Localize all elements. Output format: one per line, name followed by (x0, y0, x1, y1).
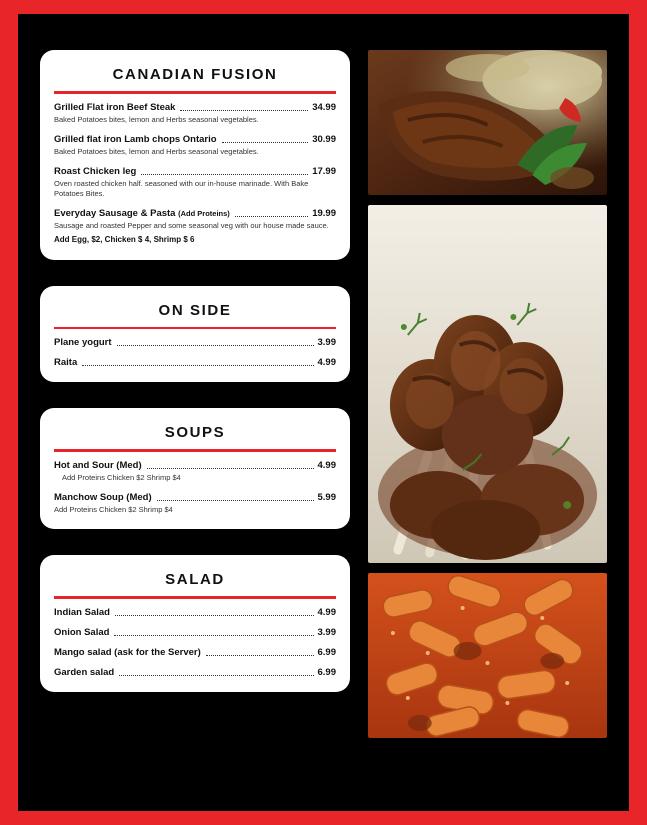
menu-item (54, 337, 336, 348)
section-title: SALAD (165, 571, 225, 589)
menu-item-name: Garden salad (54, 666, 115, 678)
menu-item (54, 607, 336, 618)
leader-dots (82, 365, 313, 366)
menu-item-name (54, 208, 230, 219)
menu-item-name: Roast Chicken leg (54, 165, 137, 177)
photos-column (368, 50, 607, 783)
grilled-beef-steak-photo (368, 50, 607, 195)
menu-item (54, 460, 336, 483)
menu-item-name: Mango salad (ask for the Server) (54, 646, 201, 658)
menu-item (54, 627, 336, 638)
menu-item-name-text: Everyday Sausage & Pasta (54, 208, 176, 219)
leader-dots (119, 675, 313, 676)
section-title: ON SIDE (158, 301, 232, 319)
menu-item-price: 17.99 (312, 165, 336, 177)
menu-sections-column (40, 50, 350, 783)
menu-item-name: Grilled Flat iron Beef Steak (54, 101, 176, 113)
leader-dots (235, 216, 308, 217)
menu-item-name: Manchow Soup (Med) (54, 492, 152, 504)
leader-dots (114, 635, 313, 636)
leader-dots (206, 655, 314, 656)
menu-page (18, 14, 629, 811)
menu-item (54, 102, 336, 125)
menu-item (54, 492, 336, 515)
menu-item-description: Oven roasted chicken half. seasoned with our in-house marinade. With Bake Potatoes Bites. (54, 178, 309, 198)
menu-item-description: Baked Potatoes bites, lemon and Herbs seasonal vegetables. (54, 114, 259, 124)
menu-item (54, 647, 336, 658)
leader-dots (157, 500, 314, 501)
menu-item-price: 6.99 (317, 646, 336, 658)
menu-item-price: 6.99 (317, 666, 336, 678)
leader-dots (180, 110, 308, 111)
menu-item (54, 166, 336, 199)
menu-item-price: 4.99 (317, 606, 336, 618)
leader-dots (141, 174, 308, 175)
menu-item-name: Grilled flat iron Lamb chops Ontario (54, 133, 217, 145)
menu-item-addons: Add Egg, $2, Chicken $ 4, Shrimp $ 6 (54, 235, 195, 245)
menu-item-name: Indian Salad (54, 606, 110, 618)
menu-item-name: Plane yogurt (54, 337, 112, 349)
grilled-lamb-chops-photo (368, 205, 607, 563)
menu-item-price: 34.99 (312, 101, 336, 113)
section-canadian-fusion (40, 50, 350, 260)
section-on-side (40, 286, 350, 383)
menu-item-description: Add Proteins Chicken $2 Shrimp $4 (54, 505, 173, 515)
menu-item-price: 3.99 (317, 626, 336, 638)
menu-item-price: 30.99 (312, 133, 336, 145)
menu-item-price: 19.99 (312, 208, 336, 219)
section-divider (54, 596, 336, 599)
menu-item-name: Hot and Sour (Med) (54, 459, 142, 471)
menu-item-note: (Add Proteins) (178, 209, 230, 218)
leader-dots (147, 468, 314, 469)
section-divider (54, 327, 336, 330)
section-divider (54, 91, 336, 94)
menu-item-price: 5.99 (317, 492, 336, 504)
section-salad (40, 555, 350, 692)
leader-dots (115, 615, 314, 616)
menu-item-price: 4.99 (317, 459, 336, 471)
menu-item (54, 208, 336, 246)
menu-item (54, 667, 336, 678)
section-soups (40, 408, 350, 529)
sausage-pasta-photo (368, 573, 607, 738)
menu-item-name: Raita (54, 357, 78, 369)
menu-item-price: 3.99 (317, 337, 336, 349)
menu-item-name: Onion Salad (54, 626, 110, 638)
leader-dots (117, 345, 314, 346)
section-title: SOUPS (164, 424, 226, 442)
menu-item-price: 4.99 (317, 357, 336, 369)
menu-content (40, 50, 607, 783)
menu-item-description: Baked Potatoes bites, lemon and Herbs seasonal vegetables. (54, 146, 259, 156)
menu-item (54, 357, 336, 368)
menu-item-description: Sausage and roasted Pepper and some seasonal veg with our house made sauce. (54, 221, 329, 230)
menu-item-description: Add Proteins Chicken $2 Shrimp $4 (62, 472, 181, 482)
leader-dots (222, 142, 309, 143)
section-divider (54, 449, 336, 452)
menu-item (54, 134, 336, 157)
section-title: CANADIAN FUSION (112, 66, 278, 83)
